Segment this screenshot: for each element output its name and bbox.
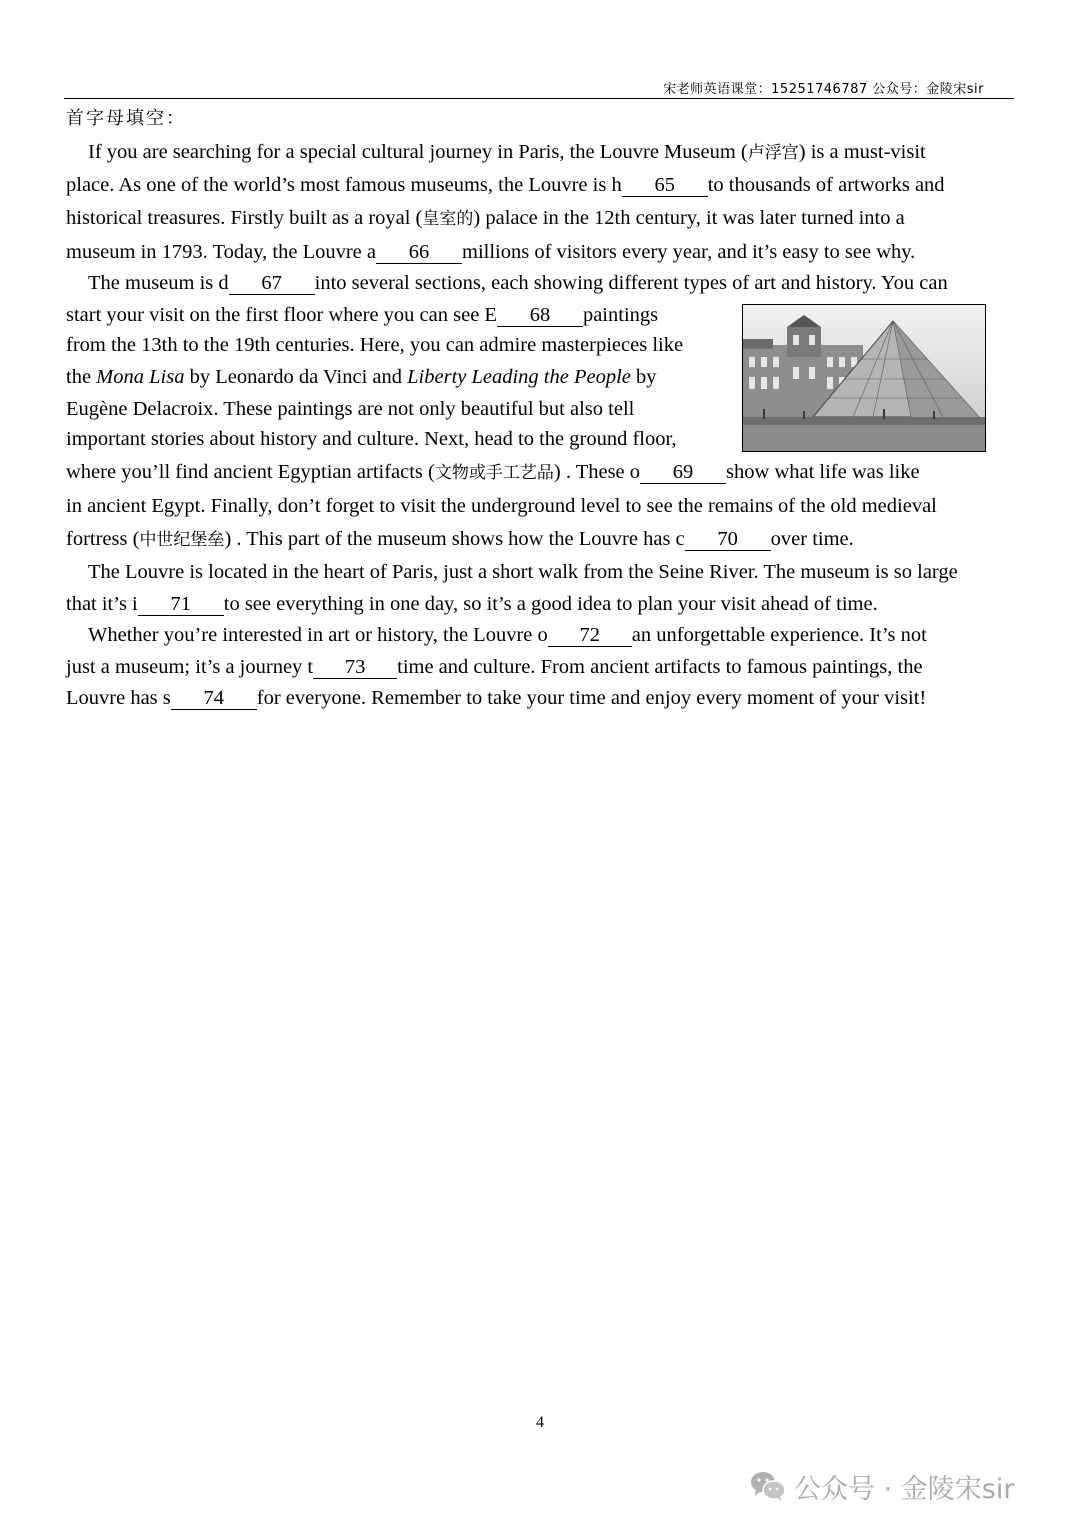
p1-line-4 <box>66 238 915 266</box>
p4-line-1 <box>88 621 927 649</box>
text-span: just a museum; it’s a journey t <box>66 656 314 678</box>
p2-line-5: Eugène Delacroix. These paintings are not only beautiful but also tell <box>66 398 635 420</box>
text-span: over time. <box>770 528 854 550</box>
text-span: historical treasures. Firstly built as a royal ( <box>66 207 423 229</box>
text-span: the <box>66 366 97 388</box>
header-contact-text: 宋老师英语课堂：15251746787 公众号：金陵宋sir <box>663 82 984 97</box>
text-span: by <box>630 366 657 388</box>
blank-68[interactable]: 68 <box>497 304 583 327</box>
watermark <box>750 1466 1014 1506</box>
text-span: by Leonardo da Vinci and <box>184 366 408 388</box>
text-span: museum in 1793. Today, the Louvre a <box>66 241 376 263</box>
text-span: an unforgettable experience. It’s not <box>631 624 927 646</box>
blank-67[interactable]: 67 <box>229 272 315 295</box>
text-span: Whether you’re interested in art or history, the Louvre o <box>88 624 548 646</box>
text-span: Louvre has s <box>66 687 171 709</box>
text-span: to see everything in one day, so it’s a good idea to plan your visit ahead of time. <box>223 593 878 615</box>
p2-line-1 <box>88 269 948 297</box>
text-span: time and culture. From ancient artifacts to famous paintings, the <box>397 656 923 678</box>
p3-line-1: The Louvre is located in the heart of Paris, just a short walk from the Seine River. The museum is so large <box>88 561 958 583</box>
page-header <box>64 76 1014 99</box>
p2-line-3: from the 13th to the 19th centuries. Here, you can admire masterpieces like <box>66 334 684 356</box>
text-span: ) palace in the 12th century, it was later turned into a <box>473 207 905 229</box>
chinese-gloss: 卢浮宫 <box>747 143 799 163</box>
blank-70[interactable]: 70 <box>685 528 771 551</box>
p2-line-7 <box>66 458 920 487</box>
blank-65[interactable]: 65 <box>622 174 708 197</box>
text-span: start your visit on the first floor where you can see E <box>66 304 497 326</box>
text-span: place. As one of the world’s most famous museums, the Louvre is h <box>66 174 622 196</box>
p1-line-1 <box>88 138 926 167</box>
text-span: show what life was like <box>726 461 920 483</box>
text-span: where you’ll find ancient Egyptian artifacts ( <box>66 461 435 483</box>
blank-74[interactable]: 74 <box>171 687 257 710</box>
p1-line-3 <box>66 204 905 233</box>
chinese-gloss: 皇室的 <box>422 209 474 229</box>
page-number: 4 <box>536 1414 544 1431</box>
text-span: paintings <box>582 304 659 326</box>
blank-71[interactable]: 71 <box>138 593 224 616</box>
p4-line-3 <box>66 684 926 712</box>
p1-line-2 <box>66 171 945 199</box>
section-title: 首字母填空： <box>66 108 186 129</box>
watermark-text: 公众号 · 金陵宋sir <box>794 1473 1015 1505</box>
p3-line-2 <box>66 590 878 618</box>
louvre-photo <box>742 304 986 452</box>
p2-line-9 <box>66 525 854 554</box>
text-span: to thousands of artworks and <box>707 174 945 196</box>
text-span: into several sections, each showing different types of art and history. You can <box>314 272 948 294</box>
text-span: ) is a must-visit <box>798 141 926 163</box>
p2-line-4 <box>66 363 657 391</box>
louvre-pyramid-illustration <box>743 305 985 451</box>
p2-line-2 <box>66 301 658 329</box>
p4-line-2 <box>66 653 923 681</box>
blank-72[interactable]: 72 <box>548 624 632 647</box>
artwork-title-liberty: Liberty Leading the People <box>407 366 631 388</box>
wechat-icon <box>750 1470 786 1502</box>
text-span: millions of visitors every year, and it’s easy to see why. <box>462 241 916 263</box>
text-span: fortress ( <box>66 528 140 550</box>
text-span: that it’s i <box>66 593 138 615</box>
chinese-gloss: 中世纪堡垒 <box>139 530 225 550</box>
text-span: ) . These o <box>553 461 641 483</box>
chinese-gloss: 文物或手工艺品 <box>434 463 554 483</box>
artwork-title-mona-lisa: Mona Lisa <box>96 366 185 388</box>
blank-73[interactable]: 73 <box>313 656 397 679</box>
text-span: for everyone. Remember to take your time and enjoy every moment of your visit! <box>256 687 927 709</box>
text-span: The museum is d <box>88 272 229 294</box>
blank-69[interactable]: 69 <box>640 461 726 484</box>
p2-line-8: in ancient Egypt. Finally, don’t forget to visit the underground level to see the remains of the old medieval <box>66 495 937 517</box>
blank-66[interactable]: 66 <box>376 241 462 264</box>
text-span: ) . This part of the museum shows how the Louvre has c <box>224 528 685 550</box>
text-span: If you are searching for a special cultural journey in Paris, the Louvre Museum ( <box>88 141 748 163</box>
p2-line-6: important stories about history and culture. Next, head to the ground floor, <box>66 428 677 450</box>
